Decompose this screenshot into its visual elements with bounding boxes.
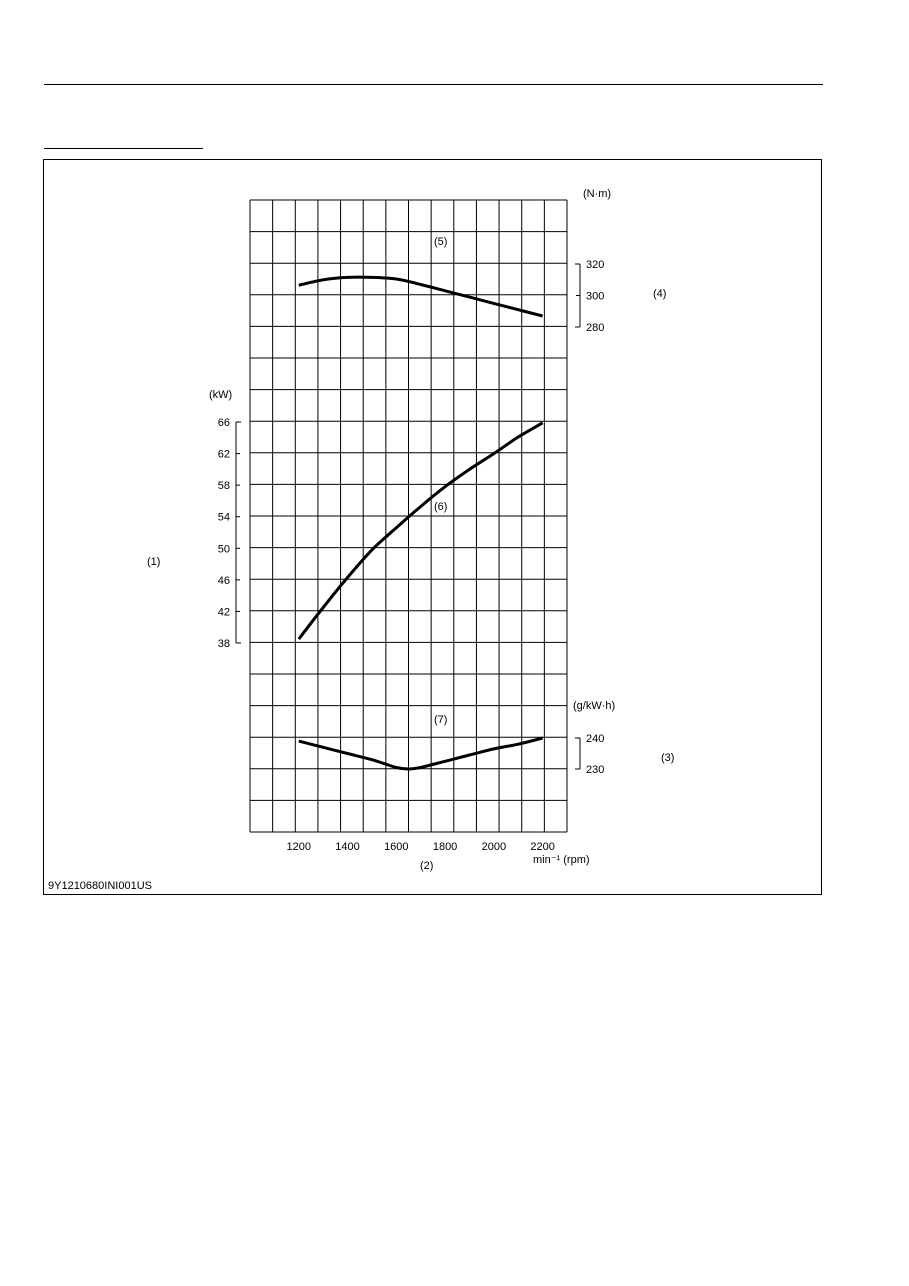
torque-axis-tick-label: 320 xyxy=(586,259,605,271)
power-axis-tick-label: 58 xyxy=(217,480,230,493)
x-axis-label: (2) xyxy=(420,860,434,872)
fuel-series-label: (7) xyxy=(434,714,448,726)
fuel-axis-tick-label: 230 xyxy=(586,764,605,776)
fuel-axis-label: (3) xyxy=(661,752,675,764)
torque-unit-label: (N·m) xyxy=(583,188,612,200)
x-tick-label: 1400 xyxy=(335,841,360,853)
x-tick-label: 1200 xyxy=(286,841,312,853)
torque-axis-tick-label: 280 xyxy=(586,322,605,334)
torque-curve xyxy=(299,277,543,316)
power-curve xyxy=(299,423,543,639)
power-axis-tick-label: 42 xyxy=(217,606,230,619)
power-axis-tick-label: 50 xyxy=(217,543,230,556)
power-axis-tick-label: 66 xyxy=(217,417,230,429)
power-axis-label: (1) xyxy=(147,556,161,568)
power-axis-tick-label: 46 xyxy=(217,574,230,587)
x-tick-label: 1800 xyxy=(432,841,458,853)
x-tick-label: 1600 xyxy=(384,841,409,853)
x-tick-label: 2200 xyxy=(530,841,555,853)
torque-series-label: (5) xyxy=(434,236,448,248)
power-axis-tick-label: 62 xyxy=(217,448,230,461)
power-axis-tick-label: 54 xyxy=(217,511,230,524)
power-axis-tick-label: 38 xyxy=(217,638,230,650)
x-axis-unit: min⁻¹ (rpm) xyxy=(533,854,590,866)
power-series-label: (6) xyxy=(434,501,448,513)
fuel-consumption-curve xyxy=(299,738,543,769)
torque-axis-label: (4) xyxy=(653,288,667,300)
fuel-unit-label: (g/kW·h) xyxy=(573,700,616,712)
chart-curves xyxy=(299,277,543,769)
figure-id: 9Y1210680INI001US xyxy=(48,880,152,892)
fuel-axis-tick-label: 240 xyxy=(586,733,605,745)
x-tick-label: 2000 xyxy=(481,841,507,853)
power-unit-label: (kW) xyxy=(209,389,233,401)
torque-axis-tick-label: 300 xyxy=(586,290,605,303)
chart-axes xyxy=(218,259,605,853)
